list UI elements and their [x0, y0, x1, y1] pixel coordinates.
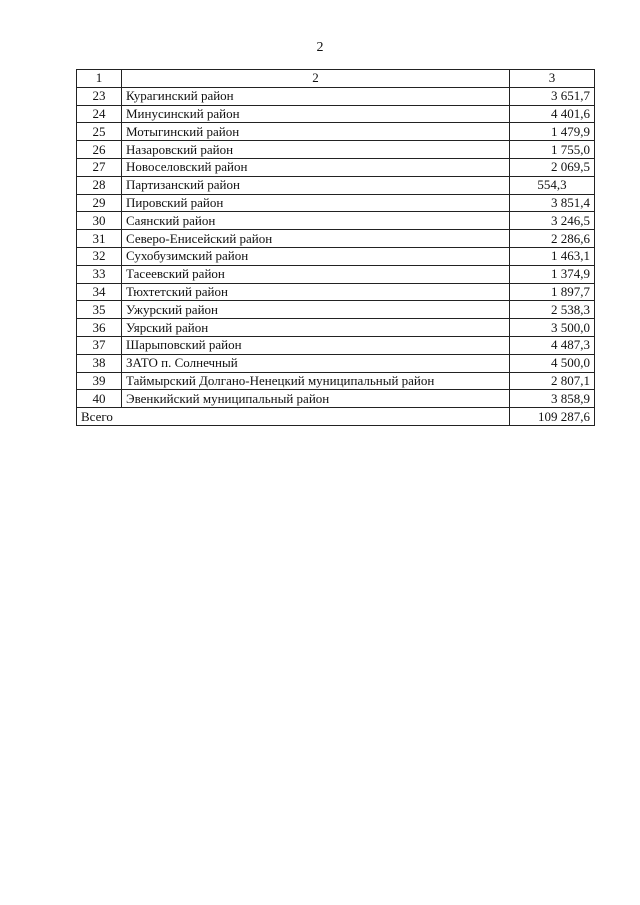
- row-number-cell: 35: [77, 301, 122, 319]
- amount-cell: 2 069,5: [510, 158, 595, 176]
- district-name-cell: Мотыгинский район: [122, 123, 510, 141]
- table-row: [77, 212, 595, 230]
- total-label: Всего: [77, 408, 510, 426]
- row-number-cell: 40: [77, 390, 122, 408]
- district-name-cell: Тюхтетский район: [122, 283, 510, 301]
- row-number-cell: 25: [77, 123, 122, 141]
- table-body: [77, 70, 595, 426]
- row-number-cell: 32: [77, 247, 122, 265]
- district-name-cell: Северо-Енисейский район: [122, 230, 510, 248]
- district-name-cell: Назаровский район: [122, 141, 510, 159]
- row-number-cell: 33: [77, 265, 122, 283]
- header-cell-2: 2: [122, 70, 510, 88]
- row-number-cell: 23: [77, 87, 122, 105]
- amount-cell: 1 897,7: [510, 283, 595, 301]
- district-name-cell: Минусинский район: [122, 105, 510, 123]
- amount-cell: 1 755,0: [510, 141, 595, 159]
- amount-cell: 3 246,5: [510, 212, 595, 230]
- table-row: [77, 87, 595, 105]
- table-row: [77, 247, 595, 265]
- district-name-cell: Партизанский район: [122, 176, 510, 194]
- total-value: 109 287,6: [510, 408, 595, 426]
- row-number-cell: 24: [77, 105, 122, 123]
- table-row: [77, 105, 595, 123]
- row-number-cell: 29: [77, 194, 122, 212]
- row-number-cell: 34: [77, 283, 122, 301]
- row-number-cell: 37: [77, 336, 122, 354]
- district-name-cell: Новоселовский район: [122, 158, 510, 176]
- table-row: [77, 230, 595, 248]
- district-name-cell: Тасеевский район: [122, 265, 510, 283]
- district-name-cell: Таймырский Долгано-Ненецкий муниципальный район: [122, 372, 510, 390]
- district-name-cell: Ужурский район: [122, 301, 510, 319]
- allocation-table: [76, 69, 595, 426]
- amount-cell: 4 401,6: [510, 105, 595, 123]
- amount-cell: 2 286,6: [510, 230, 595, 248]
- row-number-cell: 39: [77, 372, 122, 390]
- amount-cell: 1 463,1: [510, 247, 595, 265]
- amount-cell: 3 851,4: [510, 194, 595, 212]
- table-row: [77, 390, 595, 408]
- total-row: [77, 408, 595, 426]
- amount-cell: 3 858,9: [510, 390, 595, 408]
- row-number-cell: 28: [77, 176, 122, 194]
- district-name-cell: Пировский район: [122, 194, 510, 212]
- table-row: [77, 354, 595, 372]
- row-number-cell: 36: [77, 319, 122, 337]
- amount-cell: 4 487,3: [510, 336, 595, 354]
- district-name-cell: Шарыповский район: [122, 336, 510, 354]
- table-row: [77, 141, 595, 159]
- row-number-cell: 26: [77, 141, 122, 159]
- header-cell-1: 1: [77, 70, 122, 88]
- amount-cell: 1 479,9: [510, 123, 595, 141]
- table-row: [77, 319, 595, 337]
- amount-cell: 554,3: [510, 176, 595, 194]
- table-row: [77, 194, 595, 212]
- header-cell-3: 3: [510, 70, 595, 88]
- table-row: [77, 265, 595, 283]
- district-name-cell: ЗАТО п. Солнечный: [122, 354, 510, 372]
- amount-cell: 2 807,1: [510, 372, 595, 390]
- district-name-cell: Сухобузимский район: [122, 247, 510, 265]
- amount-cell: 2 538,3: [510, 301, 595, 319]
- amount-cell: 3 651,7: [510, 87, 595, 105]
- district-name-cell: Эвенкийский муниципальный район: [122, 390, 510, 408]
- district-name-cell: Саянский район: [122, 212, 510, 230]
- row-number-cell: 27: [77, 158, 122, 176]
- amount-cell: 3 500,0: [510, 319, 595, 337]
- table-row: [77, 372, 595, 390]
- table-row: [77, 336, 595, 354]
- amount-cell: 4 500,0: [510, 354, 595, 372]
- row-number-cell: 31: [77, 230, 122, 248]
- row-number-cell: 38: [77, 354, 122, 372]
- table-row: [77, 158, 595, 176]
- district-name-cell: Курагинский район: [122, 87, 510, 105]
- page-number: 2: [316, 40, 324, 55]
- row-number-cell: 30: [77, 212, 122, 230]
- table-row: [77, 123, 595, 141]
- table-row: [77, 176, 595, 194]
- table-row: [77, 283, 595, 301]
- district-name-cell: Уярский район: [122, 319, 510, 337]
- amount-cell: 1 374,9: [510, 265, 595, 283]
- table-row: [77, 301, 595, 319]
- table-header-row: [77, 70, 595, 88]
